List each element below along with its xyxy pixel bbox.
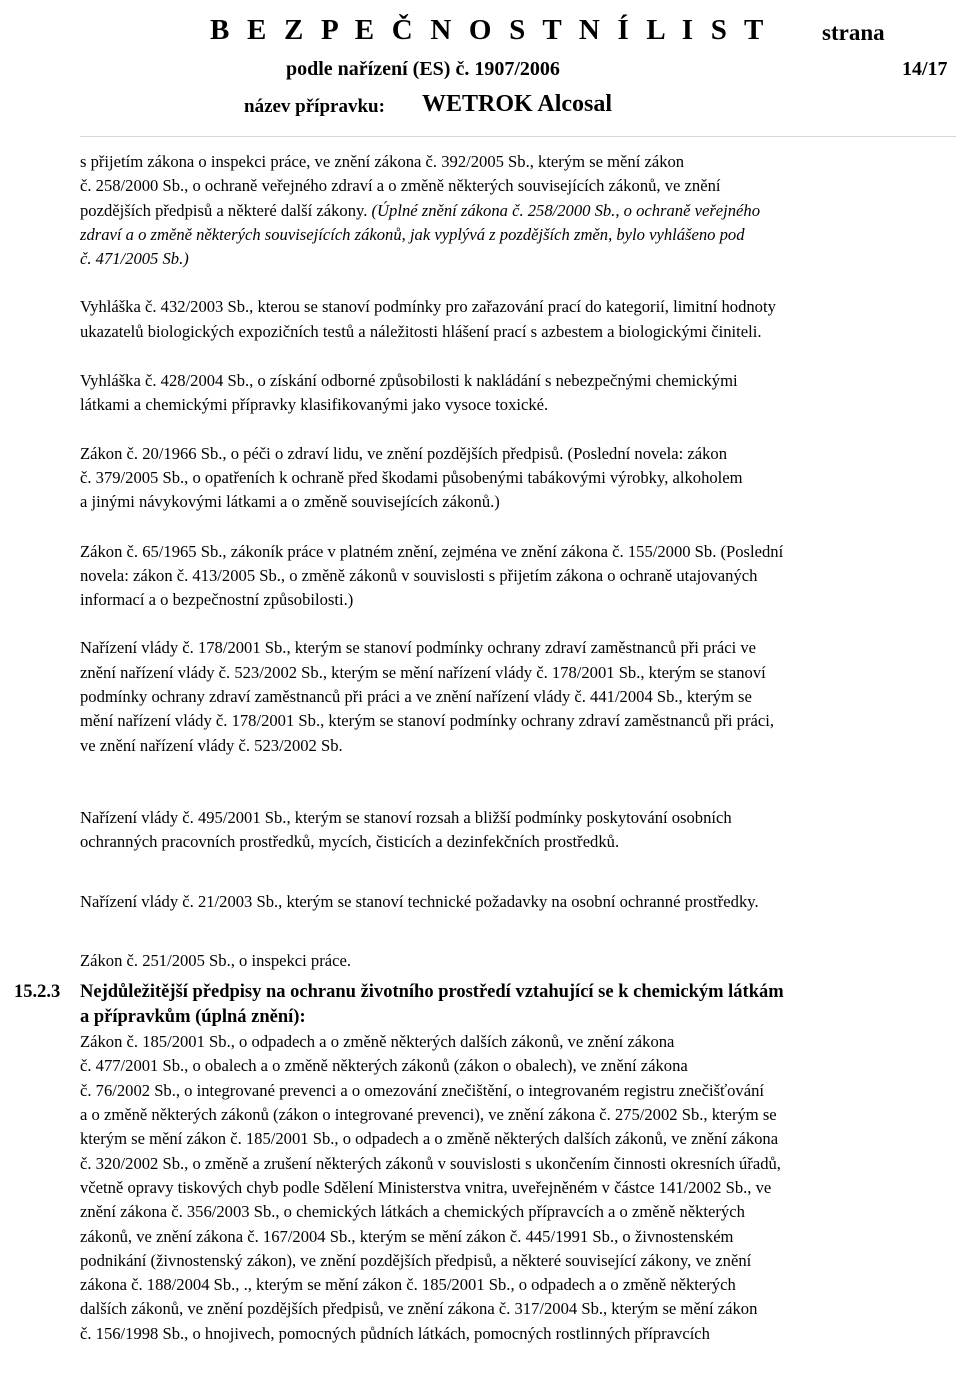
regulation-reference: podle nařízení (ES) č. 1907/2006 xyxy=(286,58,560,80)
paragraph-1-italic-note: (Úplné znění zákona č. 258/2000 Sb., o ochraně veřejného zdraví a o změně některých souvisejících zákonů, jak vyplývá z pozdějších změn, bylo vyhlášeno pod č. 471/2005 Sb.) xyxy=(80,200,761,269)
paragraph-7: Nařízení vlády č. 495/2001 Sb., kterým se stanoví rozsah a bližší podmínky poskytování osobních ochranných pracovních prostředků, mycích, čisticích a dezinfekčních prostředků. xyxy=(80,807,732,852)
document-title: B E Z P E Č N O S T N Í L I S T xyxy=(210,14,769,46)
paragraph-5: Zákon č. 65/1965 Sb., zákoník práce v platném znění, zejména ve znění zákona č. 155/2000 Sb. (Poslední novela: zákon č. 413/2005 Sb., o změně zákonů v souvislosti s přijetím zákona o ochraně utajovaných informací a o bezpečnostní způsobilosti.) xyxy=(80,541,784,610)
paragraph-2: Vyhláška č. 432/2003 Sb., kterou se stanoví podmínky pro zařazování prací do kategorií, limitní hodnoty ukazatelů biologických expozičních testů a náležitosti hlášení prací s azbestem a biologickými činiteli. xyxy=(80,297,776,341)
paragraph-8: Nařízení vlády č. 21/2003 Sb., kterým se stanoví technické požadavky na osobní ochranné prostředky. xyxy=(80,891,759,911)
section-text: Zákon č. 185/2001 Sb., o odpadech a o změně některých dalších zákonů, ve znění zákona č. 477/2001 Sb., o obalech a o změně některých zákonů (zákon o obalech), ve znění zákona č. 76/2002 Sb., o integrované prevenci a o omezování znečištění, o integrovaném registru znečišťování a o změně některých zákonů (zákon o integrované prevenci), ve znění zákona č. 275/2002 Sb., kterým se kterým se mění zákon č. 185/2001 Sb., o odpadech a o změně některých dalších zákonů, ve znění zákona č. 320/2002 Sb., o změně a zrušení některých zákonů v souvislosti s ukončením činnosti okresních úřadů, včetně opravy tiskových chyb podle Sdělení Ministerstva vnitra, uveřejněném v částce 141/2002 Sb., ve znění zákona č. 356/2003 Sb., o chemických látkách a chemických přípravcích a o změně některých zákonů, ve znění zákona č. 167/2004 Sb., kterým se mění zákon č. 445/1991 Sb., o živnostenském podnikání (živnostenský zákon), ve znění pozdějších předpisů, a některé související zákony, ve znění zákona č. 188/2004 Sb., ., kterým se mění zákon č. 185/2001 Sb., o odpadech a o změně některých dalších zákonů, ve znění pozdějších předpisů, ve znění zákona č. 317/2004 Sb., kterým se mění zákon č. 156/1998 Sb., o hnojivech, pomocných půdních látkách, pomocných rostlinných přípravcích xyxy=(80,1032,781,1343)
header-divider xyxy=(80,136,956,137)
section-15-2-3 xyxy=(14,980,956,1346)
page-number: 14/17 xyxy=(902,58,948,80)
paragraph-4: Zákon č. 20/1966 Sb., o péči o zdraví lidu, ve znění pozdějších předpisů. (Poslední novela: zákon č. 379/2005 Sb., o opatřeních k ochraně před škodami působenými tabákovými výrobky, alkoholem a jinými návykovými látkami a o změně souvisejících zákonů.) xyxy=(80,443,743,512)
paragraph-6: Nařízení vlády č. 178/2001 Sb., kterým se stanoví podmínky ochrany zdraví zaměstnanců při práci ve znění nařízení vlády č. 523/2002 Sb., kterým se mění nařízení vlády č. 178/2001 Sb., kterým se stanoví podmínky ochrany zdraví zaměstnanců při práci a ve znění nařízení vlády č. 441/2004 Sb., kterým se mění nařízení vlády č. 178/2001 Sb., kterým se stanoví podmínky ochrany zdraví zaměstnanců při práci, ve znění nařízení vlády č. 523/2002 Sb. xyxy=(80,638,774,755)
page-label: strana xyxy=(822,20,885,45)
paragraph-9: Zákon č. 251/2005 Sb., o inspekci práce. xyxy=(80,950,351,970)
section-heading: Nejdůležitější předpisy na ochranu životního prostředí vztahující se k chemickým látkám a přípravkům (úplná znění): xyxy=(80,982,784,1028)
paragraph-1-text: s přijetím zákona o inspekci práce, ve znění zákona č. 392/2005 Sb., kterým se mění zákon č. 258/2000 Sb., o ochraně veřejného zdraví a o změně některých souvisejících zákonů, ve znění pozdějších předpisů a některé další zákony. xyxy=(80,152,721,220)
paragraph-1 xyxy=(80,150,956,271)
document-body xyxy=(14,150,956,1346)
section-number: 15.2.3 xyxy=(14,982,61,1003)
product-name: WETROK Alcosal xyxy=(422,91,613,117)
product-name-label: název přípravku: xyxy=(244,96,385,117)
paragraph-3: Vyhláška č. 428/2004 Sb., o získání odborné způsobilosti k nakládání s nebezpečnými chemickými látkami a chemickými přípravky klasifikovanými jako vysoce toxické. xyxy=(80,371,738,415)
